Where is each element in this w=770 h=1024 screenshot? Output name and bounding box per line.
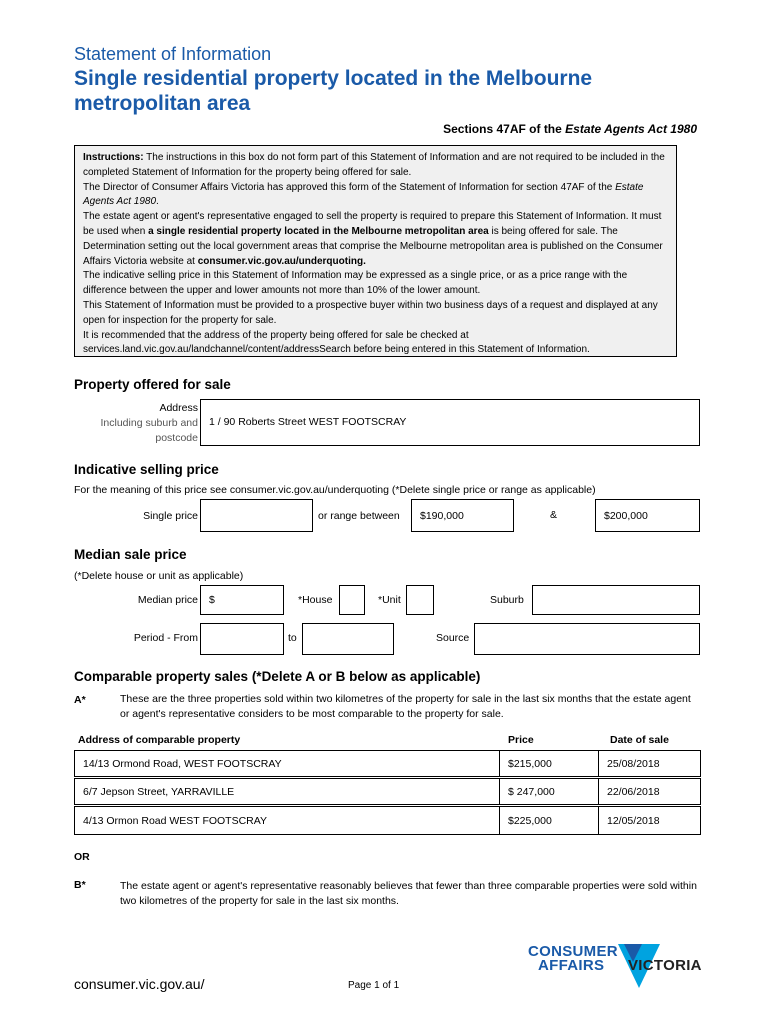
- option-a-text: These are the three properties sold within two kilometres of the property for sale in the last six months that the estate agent or agent's representative considers to be most comparable to the property for sale.: [120, 693, 691, 720]
- instructions-para-4: The indicative selling price in this Statement of Information may be expressed as a single price, or as a price range with the difference between the upper and lower amounts not more than 10% of the lower amount.: [83, 270, 628, 297]
- unit-checkbox[interactable]: [406, 585, 434, 615]
- row-address-cell[interactable]: 4/13 Ormon Road WEST FOOTSCRAY: [75, 807, 500, 834]
- row-address-cell[interactable]: 6/7 Jepson Street, YARRAVILLE: [75, 779, 500, 804]
- option-b-text: The estate agent or agent's representative reasonably believes that fewer than three comparable properties were sold within two kilometres of the property for sale in the last six months.: [120, 880, 697, 907]
- act-name: Estate Agents Act 1980: [565, 122, 697, 136]
- or-label: OR: [74, 851, 90, 863]
- instructions-para-1: Instructions: The instructions in this box do not form part of this Statement of Information and are not required to be included in the completed Statement of Information for the property being offered for sale.: [83, 152, 665, 178]
- address-label: Address Including suburb and postcode: [100, 402, 198, 444]
- price-note: For the meaning of this price see consumer.vic.gov.au/underquoting (*Delete single price or range as applicable): [74, 484, 596, 496]
- option-a-label: A*: [74, 694, 86, 706]
- underquoting-link[interactable]: consumer.vic.gov.au/underquoting.: [197, 255, 366, 267]
- row-address-cell[interactable]: 14/13 Ormond Road, WEST FOOTSCRAY: [75, 751, 500, 776]
- instructions-box: [74, 145, 677, 357]
- range-low-field[interactable]: $190,000: [411, 499, 514, 532]
- form-title: Single residential property located in the Melbourne metropolitan area: [74, 67, 593, 115]
- comparable-heading: Comparable property sales (*Delete A or B below as applicable): [74, 669, 481, 684]
- footer-url[interactable]: consumer.vic.gov.au/: [74, 976, 205, 992]
- suburb-field[interactable]: [532, 585, 700, 615]
- period-from-field[interactable]: [200, 623, 284, 655]
- col-address-header: Address of comparable property: [78, 734, 241, 746]
- form-pre-title: Statement of Information: [74, 44, 272, 64]
- address-field[interactable]: 1 / 90 Roberts Street WEST FOOTSCRAY: [200, 399, 700, 446]
- median-note: (*Delete house or unit as applicable): [74, 570, 244, 582]
- sections-reference: Sections 47AF of the Estate Agents Act 1980: [443, 122, 697, 136]
- row-date-cell[interactable]: 12/05/2018: [607, 814, 660, 827]
- row-price-cell[interactable]: $225,000: [500, 807, 599, 834]
- instructions-para-5: This Statement of Information must be provided to a prospective buyer within two business days of a request and displayed at any open for inspection for the property for sale.: [83, 299, 658, 326]
- period-to-field[interactable]: [302, 623, 394, 655]
- col-date-header: Date of sale: [610, 734, 669, 746]
- logo-consumer-text: CONSUMER: [528, 943, 618, 960]
- house-checkbox[interactable]: [339, 585, 365, 615]
- logo-affairs-text: AFFAIRS: [538, 957, 605, 974]
- single-price-field[interactable]: [200, 499, 313, 532]
- instructions-para-2: The Director of Consumer Affairs Victoria has approved this form of the Statement of Information for section 47AF of the Estate Agents Act 1980.: [83, 181, 644, 208]
- property-heading: Property offered for sale: [74, 377, 231, 392]
- instructions-para-6: It is recommended that the address of the property being offered for sale be checked at services.land.vic.gov.au/landchannel/content/addressSearch before being entered in this Statement of Information.: [83, 329, 590, 356]
- period-to-label: to: [288, 632, 297, 644]
- range-ampersand: &: [550, 509, 558, 521]
- median-price-label: Median price: [137, 594, 198, 606]
- row-price-cell[interactable]: $ 247,000: [500, 779, 599, 804]
- table-row: [74, 806, 701, 835]
- range-label: or range between: [318, 510, 400, 522]
- source-label: Source: [436, 632, 470, 644]
- table-row: [74, 750, 701, 777]
- suburb-label: Suburb: [490, 594, 524, 606]
- table-row: [74, 778, 701, 805]
- logo-victoria-text: VICTORIA: [628, 957, 702, 974]
- instructions-para-3: The estate agent or agent's representative engaged to sell the property is required to prepare this Statement of Information. It must be used when a single residential property located in the Melbourne metropolitan area is being offered for sale. The Determination setting out the local government areas that comprise the Melbourne metropolitan area is published on the Consumer Affairs Victoria website at consumer.vic.gov.au/underquoting.: [83, 211, 663, 267]
- row-date-cell[interactable]: 25/08/2018: [607, 757, 660, 770]
- option-b-label: B*: [74, 879, 86, 891]
- row-date-cell[interactable]: 22/06/2018: [607, 785, 660, 798]
- unit-label: *Unit: [378, 594, 401, 606]
- consumer-affairs-victoria-logo: [528, 944, 703, 994]
- source-field[interactable]: [474, 623, 700, 655]
- median-price-field[interactable]: $: [200, 585, 284, 615]
- page-number: Page 1 of 1: [348, 980, 400, 991]
- col-price-header: Price: [508, 734, 534, 746]
- range-high-field[interactable]: $200,000: [595, 499, 700, 532]
- median-heading: Median sale price: [74, 547, 187, 562]
- indicative-price-heading: Indicative selling price: [74, 462, 219, 477]
- single-price-label: Single price: [143, 510, 198, 522]
- period-from-label: Period - From: [133, 632, 198, 644]
- row-price-cell[interactable]: $215,000: [500, 751, 599, 776]
- house-label: *House: [298, 594, 333, 606]
